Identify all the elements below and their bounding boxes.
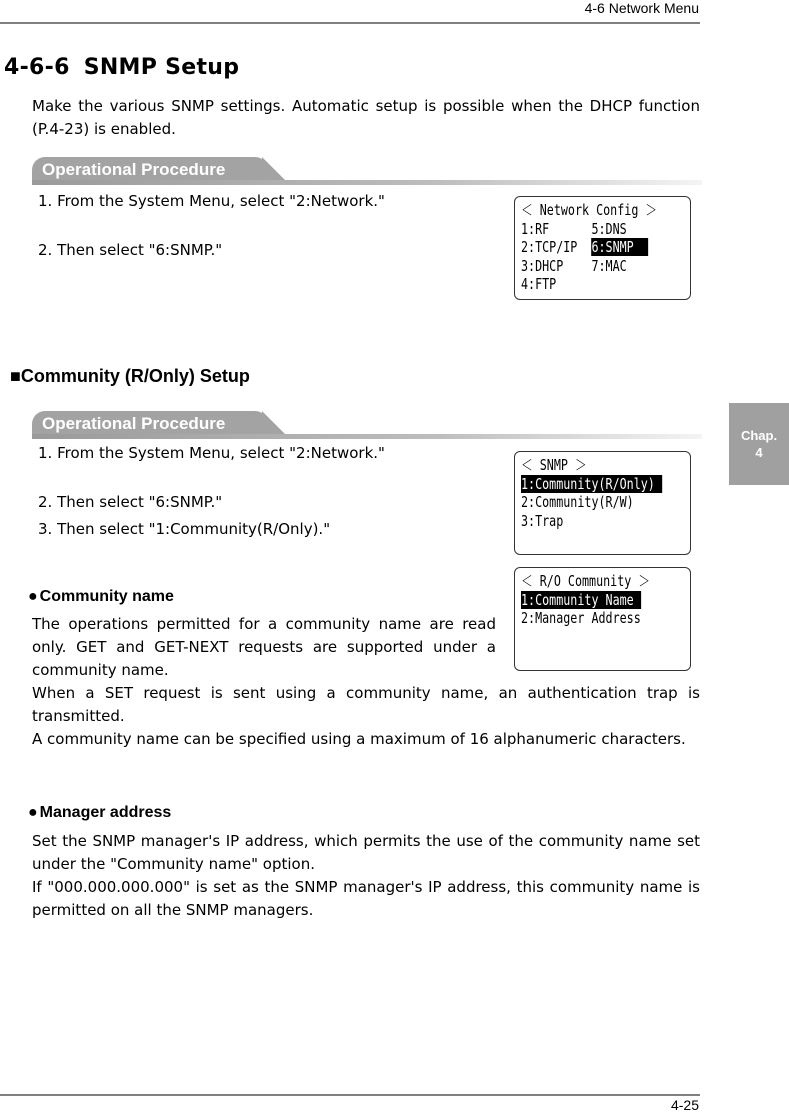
lcd-network-config bbox=[514, 196, 691, 300]
page-number: 4-25 bbox=[670, 1097, 699, 1113]
intro-paragraph: Make the various SNMP settings. Automatic setup is possible when the DHCP function (P.4-23) is enabled. bbox=[32, 97, 700, 138]
lcd-line: 2:Manager Address bbox=[521, 609, 641, 627]
running-header: 4-6 Network Menu bbox=[584, 0, 699, 16]
chapter-label: Chap. bbox=[740, 428, 778, 443]
footer-rule bbox=[0, 1094, 700, 1096]
step-2: 2. Then select "6:SNMP." bbox=[38, 493, 223, 511]
step-1: 1. From the System Menu, select "2:Network." bbox=[38, 192, 385, 210]
step-1: 1. From the System Menu, select "2:Network." bbox=[38, 444, 385, 462]
section-title bbox=[4, 55, 239, 80]
header-rule bbox=[0, 22, 700, 24]
lcd-line: 1:RF 5:DNS bbox=[521, 219, 627, 238]
bullet-icon: ● bbox=[28, 588, 38, 605]
lcd-highlight-community-ro: 1:Community(R/Only) bbox=[521, 474, 662, 493]
operational-procedure-label: Operational Procedure bbox=[32, 157, 268, 183]
lcd-line: ＜ R/O Community ＞ bbox=[521, 572, 651, 590]
lcd-line: ＜ Network Config ＞ bbox=[521, 201, 658, 219]
chapter-number: 4 bbox=[755, 445, 763, 460]
step-2: 2. Then select "6:SNMP." bbox=[38, 241, 223, 259]
square-bullet-icon: ■ bbox=[10, 366, 21, 386]
subsection-heading bbox=[10, 366, 250, 387]
lcd-line: ＜ SNMP ＞ bbox=[521, 456, 587, 474]
subsection-title: Community (R/Only) Setup bbox=[20, 366, 250, 386]
section-title-text: SNMP Setup bbox=[83, 55, 240, 80]
manager-address-title: Manager address bbox=[39, 804, 172, 821]
community-text-1: The operations permitted for a community name are read only. GET and GET-NEXT requests are supported under a community name. bbox=[32, 615, 496, 679]
step-3: 3. Then select "1:Community(R/Only)." bbox=[38, 520, 331, 538]
lcd-line: 3:Trap bbox=[521, 511, 564, 530]
lcd-highlight-community-name: 1:Community Name bbox=[521, 590, 641, 609]
lcd-line-text: 2:TCP/IP bbox=[521, 238, 592, 256]
operational-procedure-label: Operational Procedure bbox=[32, 411, 268, 437]
lcd-highlight-snmp: 6:SNMP bbox=[591, 238, 648, 256]
manager-text-2: If "000.000.000.000" is set as the SNMP manager's IP address, this community name is permitted on all the SNMP managers. bbox=[32, 878, 700, 919]
manager-text-1: Set the SNMP manager's IP address, which permits the use of the community name set under the "Community name" option. bbox=[32, 832, 700, 873]
bullet-icon: ● bbox=[28, 804, 38, 821]
lcd-ro-community bbox=[514, 567, 691, 671]
community-name-heading bbox=[28, 588, 174, 606]
lcd-snmp-menu bbox=[514, 451, 691, 555]
lcd-line bbox=[521, 474, 662, 494]
lcd-line: 3:DHCP 7:MAC bbox=[521, 256, 627, 275]
lcd-line: 4:FTP bbox=[521, 275, 557, 293]
manager-address-heading bbox=[28, 804, 171, 822]
operational-procedure-banner bbox=[32, 157, 702, 185]
community-text-2: When a SET request is sent using a community name, an authentication trap is transmitted. bbox=[32, 684, 700, 725]
community-name-title: Community name bbox=[39, 588, 174, 605]
section-number: 4-6-6 bbox=[4, 55, 70, 80]
chapter-tab bbox=[729, 403, 789, 485]
lcd-line bbox=[521, 238, 648, 257]
lcd-line: 2:Community(R/W) bbox=[521, 493, 634, 511]
operational-procedure-banner bbox=[32, 411, 702, 439]
community-text-3: A community name can be specified using a maximum of 16 alphanumeric characters. bbox=[32, 730, 686, 748]
lcd-line bbox=[521, 591, 648, 610]
